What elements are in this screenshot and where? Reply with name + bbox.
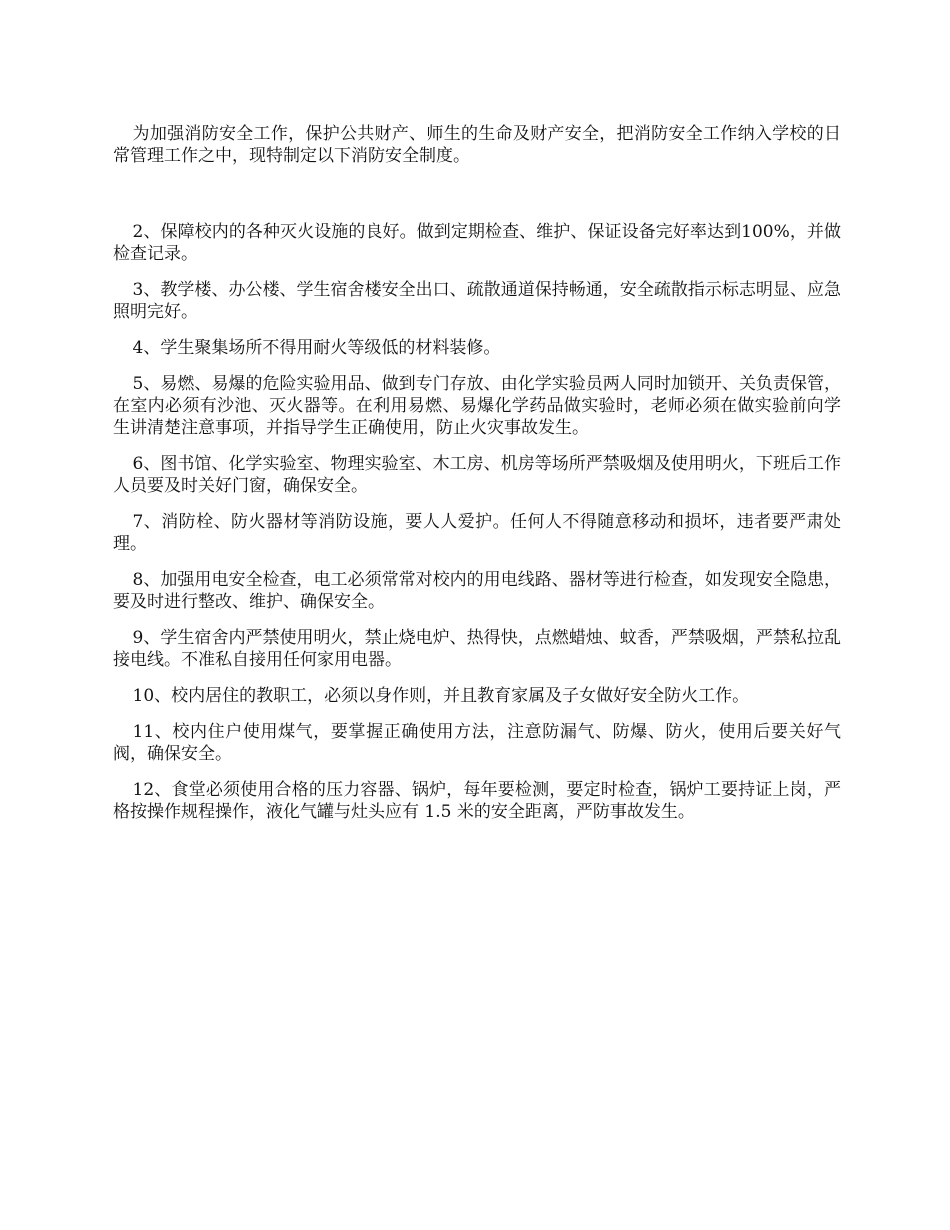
document-body [113, 123, 841, 837]
rule-item-4: 4、学生聚集场所不得用耐火等级低的材料装修。 [132, 338, 501, 358]
rule-item-3: 3、教学楼、办公楼、学生宿舍楼安全出口、疏散通道保持畅通，安全疏散指示标志明显、应急照明完好。 [113, 280, 841, 322]
rule-item-9: 9、学生宿舍内严禁使用明火，禁止烧电炉、热得快，点燃蜡烛、蚊香，严禁吸烟，严禁私拉乱接电线。不准私自接用任何家用电器。 [113, 628, 841, 670]
rule-item-12: 12、食堂必须使用合格的压力容器、锅炉，每年要检测，要定时检查，锅炉工要持证上岗，严格按操作规程操作，液化气罐与灶头应有 1.5 米的安全距离，严防事故发生。 [113, 780, 841, 822]
rule-item-7: 7、消防栓、防火器材等消防设施，要人人爱护。任何人不得随意移动和损坏，违者要严肃处理。 [113, 512, 841, 554]
intro-paragraph: 为加强消防安全工作，保护公共财产、师生的生命及财产安全，把消防安全工作纳入学校的日常管理工作之中，现特制定以下消防安全制度。 [113, 124, 841, 166]
rule-item-6: 6、图书馆、化学实验室、物理实验室、木工房、机房等场所严禁吸烟及使用明火，下班后工作人员要及时关好门窗，确保安全。 [113, 454, 841, 496]
rule-item-2: 2、保障校内的各种灭火设施的良好。做到定期检查、维护、保证设备完好率达到100%，并做检查记录。 [113, 222, 841, 264]
rule-item-8: 8、加强用电安全检查，电工必须常常对校内的用电线路、器材等进行检查，如发现安全隐患，要及时进行整改、维护、确保安全。 [113, 570, 841, 612]
rule-item-10: 10、校内居住的教职工，必须以身作则，并且教育家属及子女做好安全防火工作。 [132, 686, 750, 706]
rule-item-5: 5、易燃、易爆的危险实验用品、做到专门存放、由化学实验员两人同时加锁开、关负责保管，在室内必须有沙池、灭火器等。在利用易燃、易爆化学药品做实验时，老师必须在做实验前向学生讲清楚注意事项，并指导学生正确使用，防止火灾事故发生。 [113, 374, 841, 438]
rule-item-11: 11、校内住户使用煤气，要掌握正确使用方法，注意防漏气、防爆、防火，使用后要关好气阀，确保安全。 [113, 722, 841, 764]
